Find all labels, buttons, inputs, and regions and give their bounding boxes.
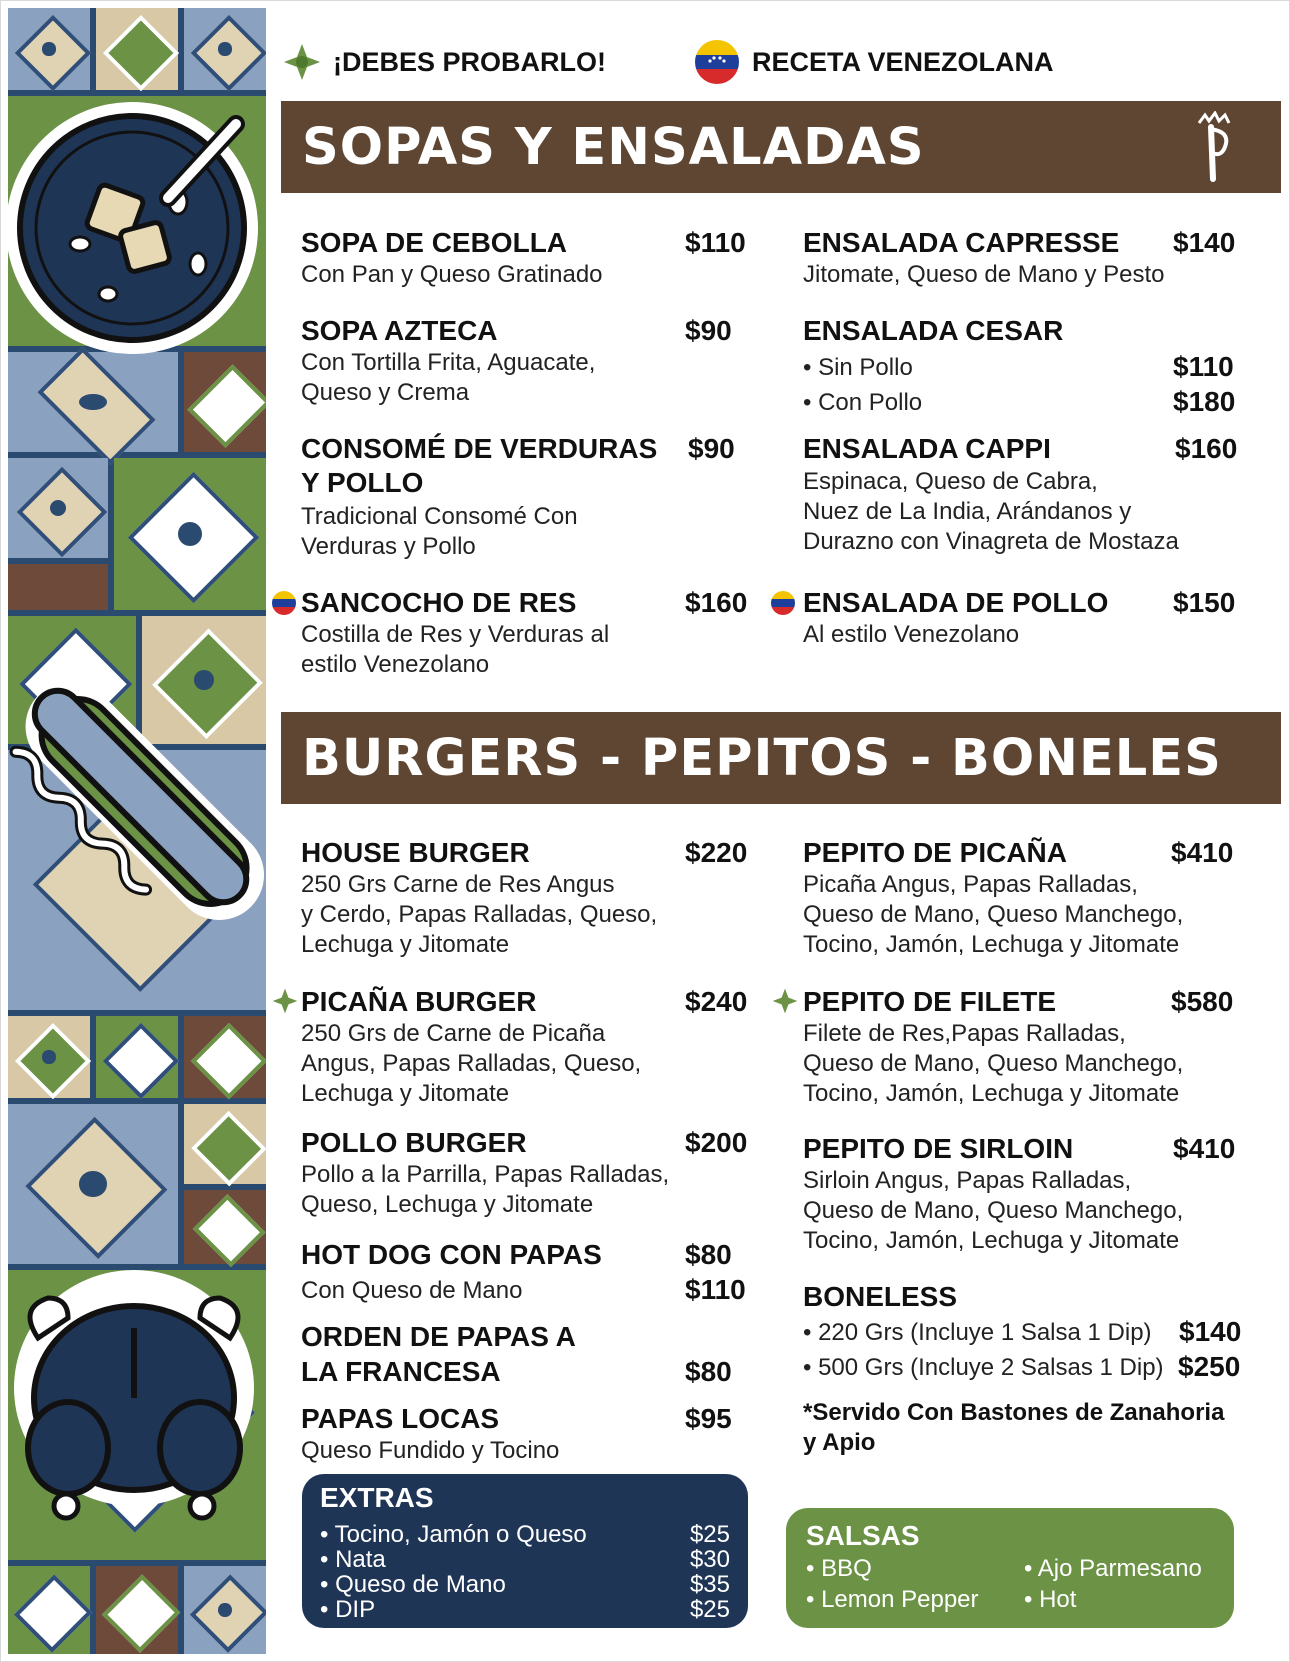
tile	[8, 458, 108, 558]
salsa-item: • BBQ	[806, 1555, 872, 1582]
note-line: y Apio	[803, 1429, 876, 1456]
extras-row	[320, 1547, 730, 1572]
section-title: BURGERS - PEPITOS - BONELES	[302, 729, 1222, 788]
must-try-star-icon	[772, 988, 798, 1014]
venezuelan-label: RECETA VENEZOLANA	[752, 46, 1054, 77]
item-name-pepito-filete: PEPITO DE FILETE	[803, 986, 1057, 1017]
item-description: Queso y Crema	[301, 379, 470, 406]
venezuela-flag-icon	[694, 39, 740, 85]
must-try-label: ¡DEBES PROBARLO!	[333, 46, 607, 77]
venezuelan-legend	[694, 40, 1054, 84]
item-description: Queso, Lechuga y Jitomate	[301, 1191, 594, 1218]
tile	[8, 564, 108, 610]
item-description: Tocino, Jamón, Lechuga y Jitomate	[803, 1080, 1180, 1107]
extras-price: $35	[689, 1571, 730, 1598]
item-price: $80	[685, 1239, 732, 1270]
item-description: Filete de Res,Papas Ralladas,	[803, 1020, 1126, 1047]
extras-row	[320, 1597, 730, 1622]
item-name-sopa-de-cebolla: SOPA DE CEBOLLA	[301, 227, 568, 258]
item-name-consome: CONSOMÉ DE VERDURAS	[301, 433, 658, 464]
item-name-house-burger: HOUSE BURGER	[301, 837, 530, 868]
must-try-legend	[283, 40, 606, 84]
option-price: $140	[1179, 1316, 1242, 1347]
item-price: $140	[1173, 227, 1236, 258]
restaurant-logo-icon	[1185, 111, 1245, 183]
section-title: SOPAS Y ENSALADAS	[302, 118, 925, 177]
item-description: Al estilo Venezolano	[803, 621, 1020, 648]
item-description: Con Queso de Mano	[301, 1277, 523, 1304]
must-try-star-icon	[272, 988, 298, 1014]
venezuela-flag-icon	[272, 591, 296, 615]
item-description: Con Tortilla Frita, Aguacate,	[301, 349, 596, 376]
item-name-papas-francesa-line2: LA FRANCESA	[301, 1356, 501, 1387]
item-price: $410	[1171, 837, 1234, 868]
item-description: Tocino, Jamón, Lechuga y Jitomate	[803, 1227, 1180, 1254]
item-description: Lechuga y Jitomate	[301, 931, 510, 958]
item-price: $580	[1171, 986, 1234, 1017]
item-description: Verduras y Pollo	[301, 533, 476, 560]
extras-row	[320, 1572, 730, 1597]
tile	[8, 1566, 90, 1654]
item-description: estilo Venezolano	[301, 651, 490, 678]
item-description: Tocino, Jamón, Lechuga y Jitomate	[803, 931, 1180, 958]
tile	[96, 1016, 178, 1098]
item-name-boneless: BONELESS	[803, 1281, 958, 1312]
item-description: Angus, Papas Ralladas, Queso,	[301, 1050, 642, 1077]
item-description: Queso de Mano, Queso Manchego,	[803, 1197, 1184, 1224]
item-price: $150	[1173, 587, 1236, 618]
decorative-tile-column	[8, 8, 266, 1654]
item-description: Durazno con Vinagreta de Mostaza	[803, 528, 1179, 555]
salsas-box	[786, 1508, 1234, 1628]
roast-chicken-sticker	[8, 1258, 266, 1528]
item-description: y Cerdo, Papas Ralladas, Queso,	[301, 901, 658, 928]
item-price: $80	[685, 1356, 732, 1387]
tile	[96, 1566, 178, 1654]
tile	[8, 352, 178, 452]
option-label: • Sin Pollo	[803, 354, 913, 381]
extras-row	[320, 1522, 730, 1547]
item-description: Tradicional Consomé Con	[301, 503, 578, 530]
item-price: $90	[685, 315, 732, 346]
item-price: $240	[685, 986, 748, 1017]
item-price: $200	[685, 1127, 748, 1158]
item-description: Jitomate, Queso de Mano y Pesto	[803, 261, 1165, 288]
item-price-alt: $110	[685, 1274, 746, 1305]
item-name-ensalada-cappi: ENSALADA CAPPI	[803, 433, 1051, 464]
item-description: Lechuga y Jitomate	[301, 1080, 510, 1107]
item-description: Queso Fundido y Tocino	[301, 1437, 560, 1464]
extras-price: $25	[689, 1596, 730, 1623]
item-price: $95	[685, 1403, 732, 1434]
option-label: • 220 Grs (Incluye 1 Salsa 1 Dip)	[803, 1319, 1152, 1346]
soup-bowl-sticker	[8, 94, 266, 364]
extras-box	[302, 1474, 748, 1628]
item-description: Picaña Angus, Papas Ralladas,	[803, 871, 1138, 898]
must-try-star-icon	[283, 43, 321, 81]
item-name-pepito-picana: PEPITO DE PICAÑA	[803, 837, 1067, 868]
tile	[96, 8, 178, 90]
item-description: Queso de Mano, Queso Manchego,	[803, 901, 1184, 928]
item-price: $160	[685, 587, 748, 618]
tile	[8, 1016, 90, 1098]
option-price: $180	[1173, 386, 1236, 417]
tile	[184, 1016, 266, 1098]
extras-price: $30	[689, 1546, 730, 1573]
item-name-papas-francesa: ORDEN DE PAPAS A	[301, 1321, 576, 1352]
item-name-ensalada-cesar: ENSALADA CESAR	[803, 315, 1064, 346]
item-description: Sirloin Angus, Papas Ralladas,	[803, 1167, 1132, 1194]
venezuela-flag-icon	[771, 591, 795, 615]
item-name-pepito-sirloin: PEPITO DE SIRLOIN	[803, 1133, 1074, 1164]
option-label: • Con Pollo	[803, 389, 923, 416]
salsa-item: • Hot	[1024, 1586, 1077, 1613]
item-name-pollo-burger: POLLO BURGER	[301, 1127, 527, 1158]
item-name-sancocho: SANCOCHO DE RES	[301, 587, 577, 618]
item-name-picana-burger: PICAÑA BURGER	[301, 986, 537, 1017]
item-description: 250 Grs Carne de Res Angus	[301, 871, 615, 898]
tile	[184, 8, 266, 90]
tile	[8, 8, 90, 90]
hot-dog-sticker	[8, 658, 266, 928]
item-price: $410	[1173, 1133, 1236, 1164]
item-description: Pollo a la Parrilla, Papas Ralladas,	[301, 1161, 670, 1188]
item-name-sopa-azteca: SOPA AZTECA	[301, 315, 498, 346]
tile	[114, 458, 266, 610]
item-price: $220	[685, 837, 748, 868]
item-name-consome-line2: Y POLLO	[301, 467, 424, 498]
item-description: Espinaca, Queso de Cabra,	[803, 468, 1098, 495]
section-banner-sopas	[281, 101, 1281, 193]
item-price: $160	[1175, 433, 1238, 464]
salsa-item: • Lemon Pepper	[806, 1586, 979, 1613]
item-name-papas-locas: PAPAS LOCAS	[301, 1403, 500, 1434]
item-description: 250 Grs de Carne de Picaña	[301, 1020, 606, 1047]
tile	[184, 352, 266, 452]
tile	[184, 1190, 266, 1264]
item-name-ensalada-capresse: ENSALADA CAPRESSE	[803, 227, 1120, 258]
salsas-title: SALSAS	[806, 1520, 920, 1551]
item-description: Costilla de Res y Verduras al	[301, 621, 610, 648]
extras-label: • Nata	[320, 1546, 386, 1573]
tile	[184, 1104, 266, 1184]
item-name-hot-dog: HOT DOG CON PAPAS	[301, 1239, 602, 1270]
item-price: $90	[688, 433, 735, 464]
item-description: Nuez de La India, Arándanos y	[803, 498, 1132, 525]
option-label: • 500 Grs (Incluye 2 Salsas 1 Dip)	[803, 1354, 1164, 1381]
extras-price: $25	[689, 1521, 730, 1548]
option-price: $110	[1173, 351, 1234, 382]
option-price: $250	[1178, 1351, 1241, 1382]
item-price: $110	[685, 227, 746, 258]
item-name-ensalada-de-pollo: ENSALADA DE POLLO	[803, 587, 1109, 618]
tile	[184, 1566, 266, 1654]
extras-label: • Tocino, Jamón o Queso	[320, 1521, 587, 1548]
item-description: Con Pan y Queso Gratinado	[301, 261, 603, 288]
salsa-item: • Ajo Parmesano	[1024, 1555, 1202, 1582]
section-banner-burgers	[281, 712, 1281, 804]
extras-title: EXTRAS	[320, 1482, 434, 1513]
item-description: Queso de Mano, Queso Manchego,	[803, 1050, 1184, 1077]
tile	[8, 1104, 178, 1264]
extras-label: • Queso de Mano	[320, 1571, 506, 1598]
extras-label: • DIP	[320, 1596, 376, 1623]
note-line: *Servido Con Bastones de Zanahoria	[803, 1399, 1225, 1426]
